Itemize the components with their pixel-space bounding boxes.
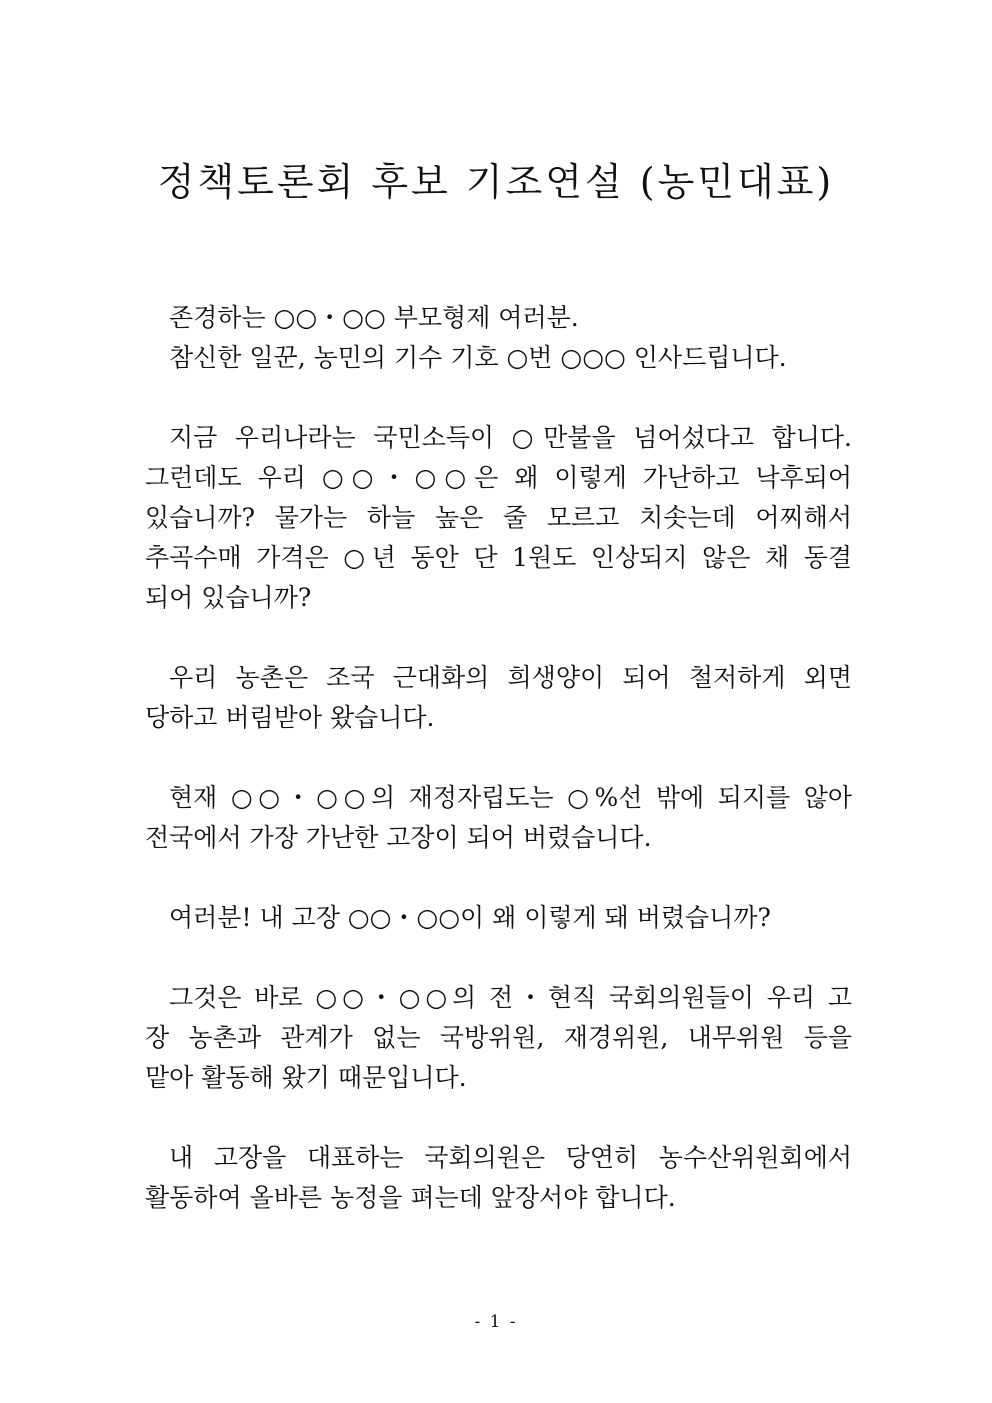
text-line: 참신한 일꾼, 농민의 기수 기호 ○번 ○○○ 인사드립니다.	[169, 343, 787, 372]
text-line: 내 고장을 대표하는 국회의원은 당연히 농수산위원회에서	[169, 1143, 852, 1172]
text-line: 전국에서 가장 가난한 고장이 되어 버렸습니다.	[145, 823, 652, 852]
text-line: 지금 우리나라는 국민소득이 ○만불을 넘어섰다고 합니다.	[169, 423, 852, 452]
text-line: 있습니까? 물가는 하늘 높은 줄 모르고 치솟는데 어찌해서	[145, 503, 852, 532]
text-line: 그런데도 우리 ○○・○○은 왜 이렇게 가난하고 낙후되어	[145, 463, 852, 492]
paragraph-conclusion	[145, 1138, 852, 1218]
text-line: 우리 농촌은 조국 근대화의 희생양이 되어 철저하게 외면	[169, 663, 852, 692]
document-title: 정책토론회 후보 기조연설 (농민대표)	[157, 160, 835, 204]
text-line: 존경하는 ○○・○○ 부모형제 여러분.	[169, 303, 579, 332]
text-line: 당하고 버림받아 왔습니다.	[145, 703, 435, 732]
text-line: 장 농촌과 관계가 없는 국방위원, 재경위원, 내무위원 등을	[145, 1023, 852, 1052]
speech-body	[145, 298, 852, 1258]
paragraph-reason	[145, 978, 852, 1098]
text-line: 추곡수매 가격은 ○년 동안 단 1원도 인상되지 않은 채 동결	[145, 543, 852, 572]
paragraph-fiscal-independence	[145, 778, 852, 858]
text-line: 그것은 바로 ○○・○○의 전・현직 국회의원들이 우리 고	[169, 983, 852, 1012]
text-line: 활동하여 올바른 농정을 펴는데 앞장서야 합니다.	[145, 1183, 676, 1212]
text-line: 여러분! 내 고장 ○○・○○이 왜 이렇게 돼 버렸습니까?	[169, 903, 771, 932]
text-line: 맡아 활동해 왔기 때문입니다.	[145, 1063, 467, 1092]
paragraph-national-income	[145, 418, 852, 618]
paragraph-greeting	[145, 298, 852, 378]
page-number: - 1 -	[474, 1312, 518, 1332]
text-line: 현재 ○○・○○의 재정자립도는 ○%선 밖에 되지를 않아	[169, 783, 852, 812]
paragraph-rural-sacrifice	[145, 658, 852, 738]
paragraph-question	[145, 898, 852, 938]
text-line: 되어 있습니까?	[145, 583, 312, 612]
